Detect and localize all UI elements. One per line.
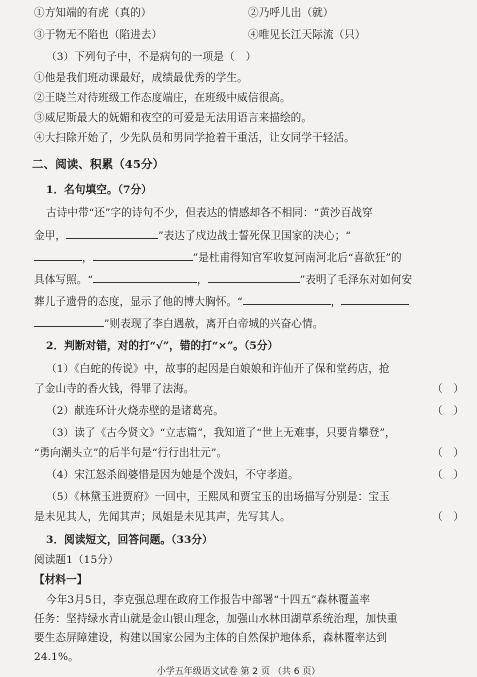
q3-stem: （3）下列句子中，不是病句的一项是（ ）	[46, 51, 257, 63]
answer-paren[interactable]: （ ）	[432, 383, 465, 395]
reading-title: 阅读题1（15分）	[34, 554, 119, 566]
answer-paren[interactable]: （ ）	[432, 511, 465, 523]
q1-line-3: ， ”是杜甫得知官军收复河南河北后“喜欲狂”的	[0, 250, 477, 265]
material-1-line-4: 24.1%。	[34, 651, 79, 663]
q2-title: 2．判断对错，对的打“√”，错的打“×”。（5分）	[46, 340, 279, 352]
q2-item-3b: “勇向潮头立”的后半句是“行行出壮元”。 （ ）	[34, 447, 465, 459]
material-1-line-3: 要生态屏障建设，构建以国家公园为主体的自然保护地体系，森林覆率达到	[34, 632, 387, 644]
answer-blank[interactable]	[34, 250, 82, 261]
material-1-line-1: 今年3月5日，李克强总理在政府工作报告中部署“十四五”森林覆盖率	[46, 594, 371, 606]
q1-line-2: 金甲， ”表达了戍边战士誓死保卫国家的决心；“	[34, 230, 351, 242]
q2-item-5a: （5）《林黛玉进贾府》一回中，王熙凤和贾宝玉的出场描写分别是：宝玉	[46, 491, 390, 503]
option-4: ④唯见长江天际流（只）	[248, 29, 366, 41]
option-row-1	[0, 6, 477, 20]
q3-option-c: ③威尼斯最大的妩媚和夜空的可爱是无法用语言来描绘的。	[34, 112, 313, 124]
q2-item-2: （2）献连环计火烧赤壁的是诸葛亮。 （ ）	[46, 405, 465, 417]
material-1-title: 【材料一】	[34, 574, 88, 586]
q3-option-a: ①他是我们班动课最好，成绩最优秀的学生。	[34, 72, 248, 84]
option-3: ③于物无不陷也（陷进去）	[34, 29, 163, 41]
q1-line-1: 古诗中带“还”字的诗句不少，但表达的情感却各不相同：“黄沙百战穿	[46, 207, 373, 219]
answer-blank[interactable]	[93, 250, 193, 261]
q2-item-4: （4）宋江怒杀阎婆惜是因为她是个泼妇，不守孝道。 （ ）	[46, 469, 465, 481]
answer-paren[interactable]: （ ）	[432, 447, 465, 459]
option-2: ②乃呼儿出（就）	[248, 7, 334, 19]
answer-paren[interactable]: （ ）	[432, 469, 465, 481]
q1-title: 1．名句填空。（7分）	[46, 184, 152, 196]
option-1: ①方知端的有虎（真的）	[34, 7, 152, 19]
material-1-line-2: 任务：坚持绿水青山就是金山银山理念，加强山水林田湖草系统治理，加快重	[34, 613, 398, 625]
answer-blank[interactable]	[66, 228, 158, 239]
answer-blank[interactable]	[208, 272, 300, 283]
option-row-2	[0, 28, 477, 42]
answer-blank[interactable]	[93, 272, 197, 283]
answer-paren[interactable]: （ ）	[432, 405, 465, 417]
answer-blank[interactable]	[341, 294, 409, 305]
q3-option-b: ②王晓兰对待班级工作态度端庄，在班级中威信很高。	[34, 92, 291, 104]
q1-line-4: 具体写照。“ ， ”表明了毛泽东对如何安	[34, 274, 413, 286]
answer-blank[interactable]	[243, 294, 331, 305]
section-title: 二、阅读、积累（45分）	[32, 157, 165, 171]
q1-line-5: 葬儿子遗骨的态度，显示了他的博大胸怀。“ ，	[0, 294, 477, 309]
page-footer: 小学五年级语文试卷 第 2 页 （共 6 页）	[156, 667, 321, 677]
q3-title: 3．阅读短文，回答问题。（33分）	[46, 534, 213, 546]
q3-option-d: ④大扫除开始了，少先队员和男同学抢着干重活，让女同学干轻活。	[34, 132, 355, 144]
q2-item-1b: 了金山寺的香火钱，得罪了法海。 （ ）	[34, 383, 465, 395]
q1-line-6: ”则表现了李白遇赦，离开白帝城的兴奋心情。	[0, 316, 477, 331]
q2-item-1a: （1）《白蛇的传说》中，故事的起因是白娘娘和许仙开了保和堂药店，抢	[46, 363, 390, 375]
answer-blank[interactable]	[34, 316, 104, 327]
q2-item-3a: （3）读了《古今贤文》“立志篇”，我知道了“世上无难事，只要肯攀登”，	[46, 427, 396, 439]
q2-item-5b: 是未见其人，先闻其声；凤姐是未见其声，先写其人。 （ ）	[34, 511, 465, 523]
